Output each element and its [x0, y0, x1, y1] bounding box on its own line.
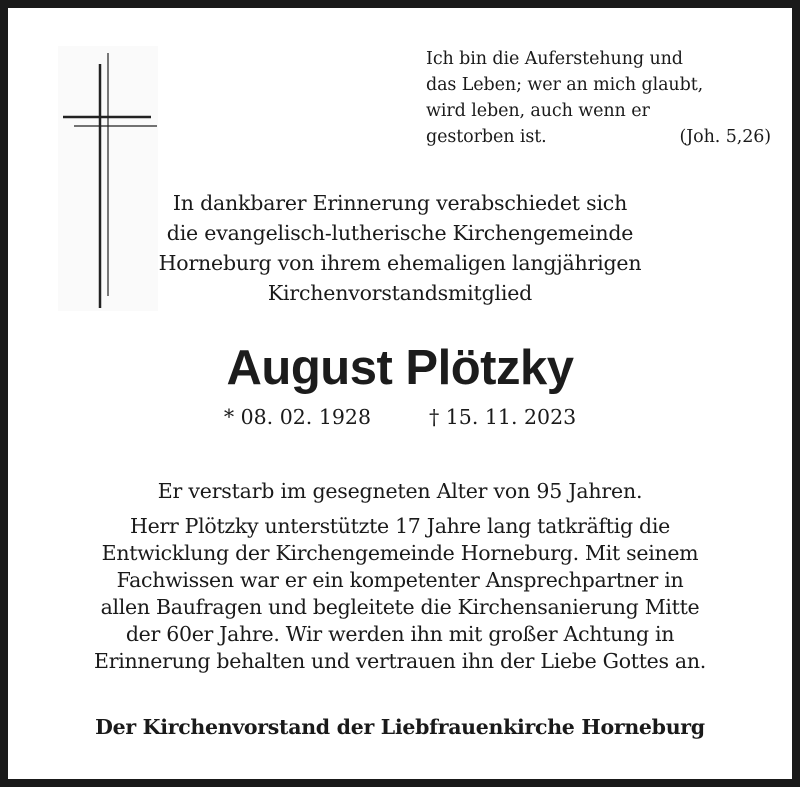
tribute-line: Herr Plötzky unterstützte 17 Jahre lang tatkräftig die: [130, 514, 670, 538]
intro-text: [8, 188, 792, 308]
intro-line: die evangelisch-lutherische Kirchengemeinde: [166, 221, 634, 245]
verse-line: wird leben, auch wenn er: [426, 101, 650, 121]
deceased-name: August Plötzky: [226, 341, 574, 395]
birth-date: * 08. 02. 1928: [223, 405, 371, 429]
verse-line: das Leben; wer an mich glaubt,: [426, 75, 704, 95]
bible-verse: [426, 46, 771, 150]
signature: Der Kirchenvorstand der Liebfrauenkirche Horneburg: [95, 715, 705, 739]
verse-line: Ich bin die Auferstehung und: [426, 49, 683, 69]
intro-line: Horneburg von ihrem ehemaligen langjährigen: [158, 251, 642, 275]
tribute-line: allen Baufragen und begleitete die Kirchensanierung Mitte: [100, 595, 700, 619]
age-statement: Er verstarb im gesegneten Alter von 95 Jahren.: [157, 479, 643, 503]
tribute-line: Fachwissen war er ein kompetenter Ansprechpartner in: [116, 568, 684, 592]
intro-line: Kirchenvorstandsmitglied: [267, 281, 533, 305]
verse-last-line: [426, 124, 771, 150]
tribute-line: der 60er Jahre. Wir werden ihn mit großer Achtung in: [125, 622, 675, 646]
death-date: † 15. 11. 2023: [429, 405, 577, 429]
tribute-line: Erinnerung behalten und vertrauen ihn der Liebe Gottes an.: [94, 649, 706, 673]
obituary-notice: [8, 8, 792, 779]
intro-line: In dankbarer Erinnerung verabschiedet sich: [172, 191, 628, 215]
tribute-text: [8, 513, 792, 675]
verse-line: gestorben ist.: [426, 127, 547, 147]
tribute-line: Entwicklung der Kirchengemeinde Horneburg. Mit seinem: [101, 541, 699, 565]
life-dates: [8, 402, 792, 432]
verse-reference: (Joh. 5,26): [679, 127, 771, 147]
